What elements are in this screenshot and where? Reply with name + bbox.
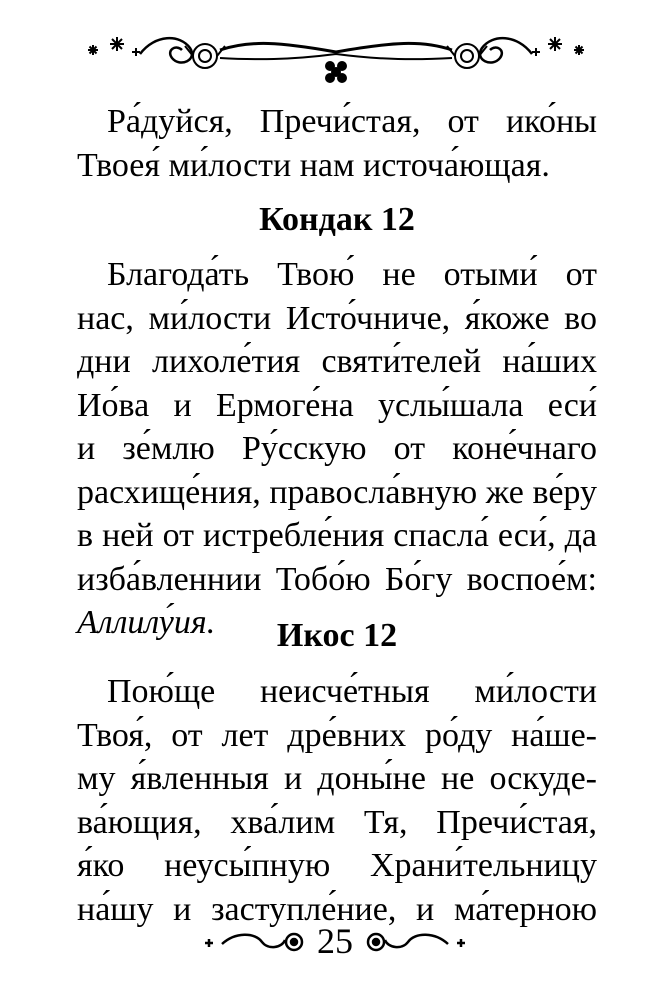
kondak-text [77, 253, 597, 645]
left-star-icon [88, 37, 140, 56]
text-line: и зе́млю Ру́сскую от коне́чнаго [77, 430, 597, 467]
text-line: на́шу и заступле́ние, и ма́терною [77, 890, 597, 928]
text-line: Ио́ва и Ермоге́на услы́шала еси́ [77, 386, 597, 424]
alleluia-text: Аллилу́ия. [77, 604, 216, 641]
text-line: расхище́ния, правосла́вную же ве́ру [77, 473, 597, 511]
text-line: в ней от истребле́ния спасла́ еси́, да [77, 517, 597, 554]
kondak-heading: Кондак 12 [259, 201, 415, 238]
page-number: 25 [317, 921, 353, 961]
text-line: изба́вленнии Тобо́ю Бо́гу воспое́м: [77, 560, 597, 598]
text-line: нас, ми́лости Исто́чниче, я́коже во [77, 299, 597, 337]
text-line: я́ко неусы́пную Храни́тельницу [77, 847, 597, 884]
text-line: Твоея́ ми́лости нам источа́ющая. [77, 146, 550, 184]
ikos-text [77, 670, 597, 931]
text-line: Твоя́, от лет дре́вних ро́ду на́ше- [77, 716, 597, 754]
ikos-heading: Икос 12 [276, 617, 398, 654]
top-fragment [77, 100, 597, 187]
right-star-icon [532, 37, 584, 56]
text-line: Благода́ть Твою́ не отыми́ от [107, 256, 597, 293]
text-line: Пою́ще неисче́тныя ми́лости [107, 673, 597, 710]
text-line: ва́ющия, хва́лим Тя, Пречи́стая, [77, 803, 597, 841]
text-line: дни лихоле́тия святи́телей на́ших [77, 343, 597, 380]
center-flower-icon [326, 62, 346, 82]
text-line: Ра́дуйся, Пречи́стая, от ико́ны [107, 103, 597, 140]
text-line: му я́вленныя и доны́не не оскуде- [77, 760, 597, 797]
top-ornament [80, 30, 592, 90]
